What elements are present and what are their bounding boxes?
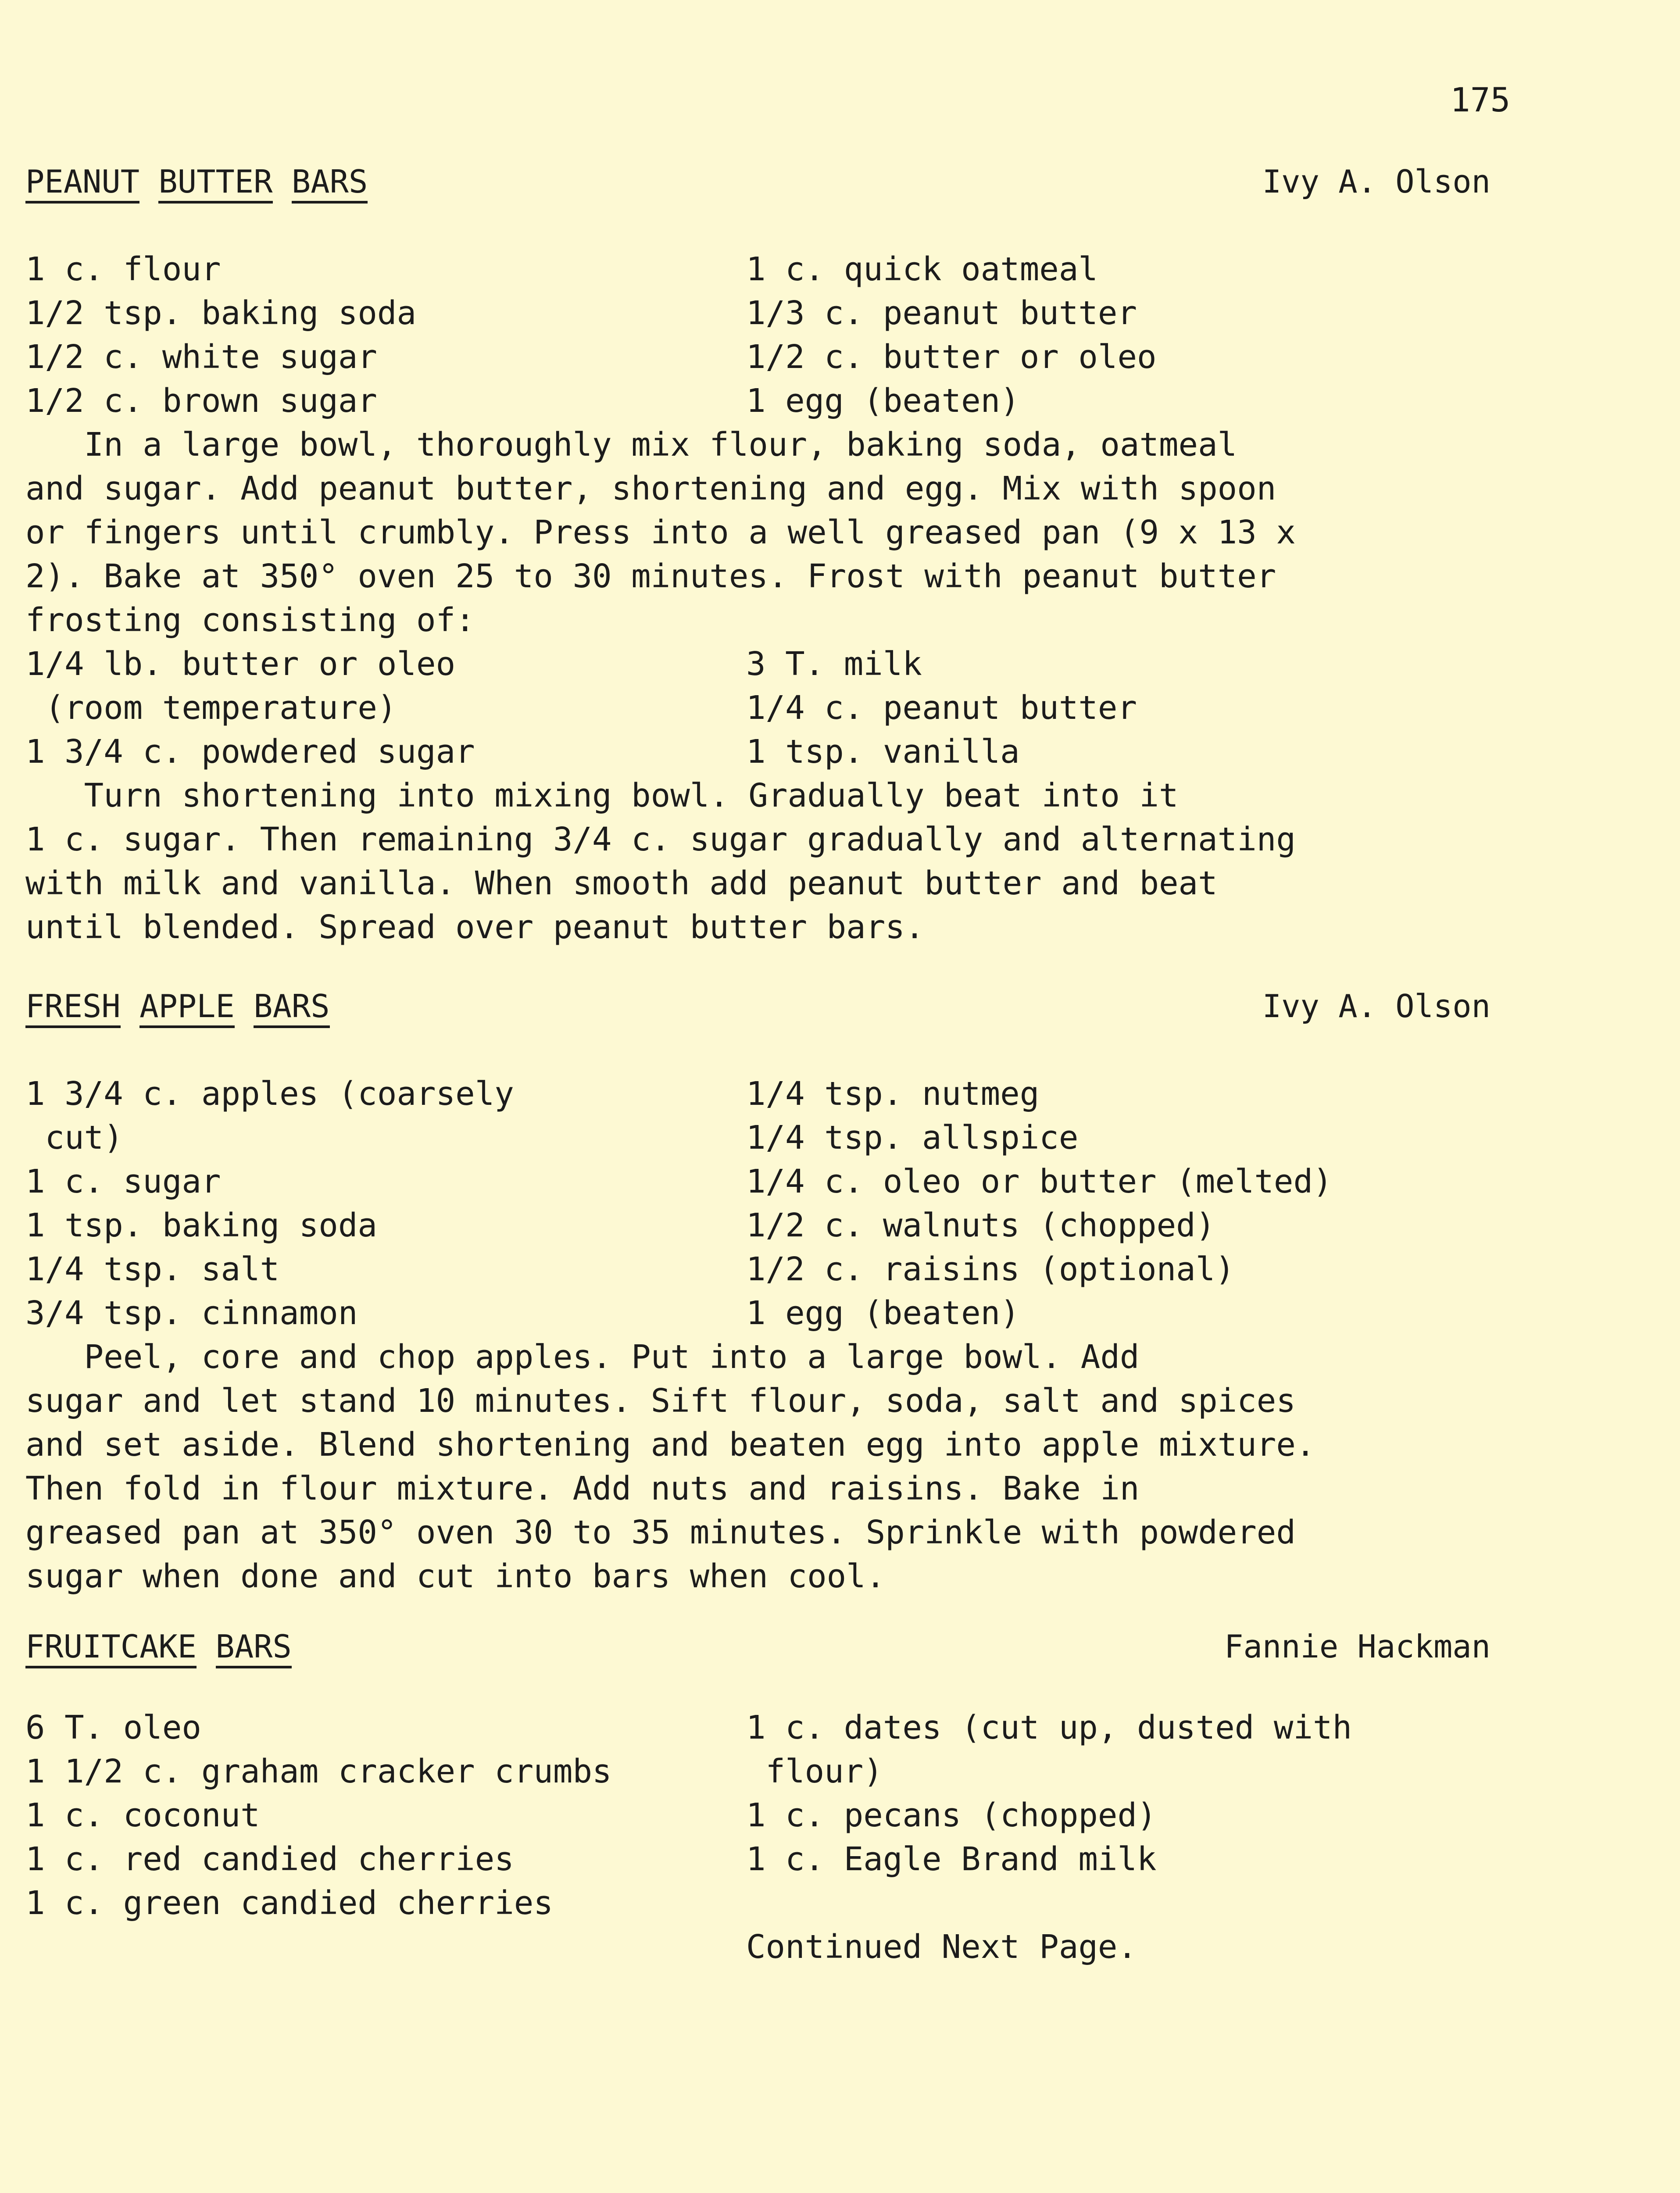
method-line: sugar and let stand 10 minutes. Sift flour, soda, salt and spices bbox=[25, 1382, 1296, 1420]
ingredient: 6 T. oleo bbox=[25, 1709, 201, 1747]
ingredient-row bbox=[25, 1881, 1491, 1925]
ingredient: 1 c. dates (cut up, dusted with bbox=[746, 1709, 1352, 1747]
ingredient-row bbox=[25, 1247, 1491, 1291]
recipe-author: Ivy A. Olson bbox=[1262, 163, 1491, 200]
recipe-fresh-apple-bars bbox=[25, 984, 1491, 1598]
ingredient: 3/4 tsp. cinnamon bbox=[25, 1294, 358, 1332]
recipe-header bbox=[25, 984, 1491, 1028]
ingredient: 1 3/4 c. apples (coarsely bbox=[25, 1075, 514, 1113]
method-line: sugar when done and cut into bars when cool. bbox=[25, 1557, 886, 1595]
page-number: 175 bbox=[1450, 80, 1511, 119]
method-line: In a large bowl, thoroughly mix flour, baking soda, oatmeal bbox=[25, 426, 1237, 464]
ingredient: 1/4 tsp. salt bbox=[25, 1250, 280, 1288]
recipe-header bbox=[25, 160, 1491, 204]
ingredient: 1/2 c. butter or oleo bbox=[746, 338, 1157, 376]
ingredient-row bbox=[25, 335, 1491, 379]
continued-note: Continued Next Page. bbox=[746, 1928, 1137, 1966]
title-word: FRUITCAKE bbox=[25, 1628, 197, 1668]
ingredient-row bbox=[25, 1160, 1491, 1204]
ingredient: 1 c. pecans (chopped) bbox=[746, 1797, 1157, 1834]
method-line: Peel, core and chop apples. Put into a large bowl. Add bbox=[25, 1338, 1140, 1376]
ingredient: 1 3/4 c. powdered sugar bbox=[25, 733, 475, 771]
method-line: Turn shortening into mixing bowl. Gradually beat into it bbox=[25, 777, 1179, 814]
method-line: until blended. Spread over peanut butter bars. bbox=[25, 908, 925, 946]
title-word: FRESH bbox=[25, 988, 121, 1028]
title-word: BARS bbox=[292, 163, 368, 204]
ingredient-row bbox=[25, 247, 1491, 291]
ingredient: 1 c. quick oatmeal bbox=[746, 250, 1098, 288]
method-line: 1 c. sugar. Then remaining 3/4 c. sugar gradually and alternating bbox=[25, 821, 1296, 858]
ingredient-row bbox=[25, 1116, 1491, 1160]
ingredient: 1/4 tsp. nutmeg bbox=[746, 1075, 1040, 1113]
ingredient: (room temperature) bbox=[25, 689, 397, 727]
ingredient-row bbox=[25, 1793, 1491, 1837]
ingredient-row bbox=[25, 730, 1491, 774]
ingredient-row bbox=[25, 379, 1491, 423]
recipe-author: Ivy A. Olson bbox=[1262, 988, 1491, 1025]
recipe-author: Fannie Hackman bbox=[1224, 1628, 1491, 1665]
method-line: and sugar. Add peanut butter, shortening and egg. Mix with spoon bbox=[25, 470, 1276, 507]
ingredient: 1 c. red candied cherries bbox=[25, 1840, 514, 1878]
recipe-fruitcake-bars bbox=[25, 1625, 1491, 1966]
ingredient: 1 tsp. vanilla bbox=[746, 733, 1020, 771]
ingredient: 1/2 c. brown sugar bbox=[25, 382, 377, 420]
method-line: with milk and vanilla. When smooth add peanut butter and beat bbox=[25, 864, 1218, 902]
ingredient: 1/2 c. raisins (optional) bbox=[746, 1250, 1235, 1288]
recipe-title bbox=[25, 1625, 292, 1668]
ingredient-row bbox=[25, 1706, 1491, 1750]
title-word: BARS bbox=[216, 1628, 292, 1668]
ingredient: 1 c. sugar bbox=[25, 1163, 221, 1200]
ingredient-row bbox=[25, 686, 1491, 730]
method-line: and set aside. Blend shortening and beaten egg into apple mixture. bbox=[25, 1426, 1315, 1464]
ingredient: 1/2 c. white sugar bbox=[25, 338, 377, 376]
ingredient: cut) bbox=[25, 1119, 123, 1157]
ingredient: 1/4 c. peanut butter bbox=[746, 689, 1137, 727]
ingredient-row bbox=[25, 642, 1491, 686]
title-word: BUTTER bbox=[158, 163, 272, 204]
ingredient-row bbox=[25, 1837, 1491, 1881]
ingredient: 1/4 tsp. allspice bbox=[746, 1119, 1079, 1157]
title-word: PEANUT bbox=[25, 163, 139, 204]
ingredient: 1 egg (beaten) bbox=[746, 1294, 1020, 1332]
recipe-title bbox=[25, 984, 330, 1028]
recipe-title bbox=[25, 160, 368, 204]
ingredient: 1/3 c. peanut butter bbox=[746, 294, 1137, 332]
method-line: or fingers until crumbly. Press into a well greased pan (9 x 13 x bbox=[25, 514, 1296, 551]
method-line: 2). Bake at 350° oven 25 to 30 minutes. Frost with peanut butter bbox=[25, 557, 1276, 595]
ingredient: 1 1/2 c. graham cracker crumbs bbox=[25, 1753, 612, 1790]
method-line: frosting consisting of: bbox=[25, 601, 475, 639]
ingredient: 1/4 c. oleo or butter (melted) bbox=[746, 1163, 1333, 1200]
ingredient: 3 T. milk bbox=[746, 645, 922, 683]
ingredient: 1 c. flour bbox=[25, 250, 221, 288]
ingredient: 1/4 lb. butter or oleo bbox=[25, 645, 456, 683]
ingredient: 1/2 tsp. baking soda bbox=[25, 294, 417, 332]
ingredient: 1 c. coconut bbox=[25, 1797, 260, 1834]
title-word: BARS bbox=[254, 988, 329, 1028]
method-line: greased pan at 350° oven 30 to 35 minutes. Sprinkle with powdered bbox=[25, 1514, 1296, 1551]
recipe-header bbox=[25, 1625, 1491, 1668]
method-line: Then fold in flour mixture. Add nuts and raisins. Bake in bbox=[25, 1470, 1140, 1507]
ingredient-row bbox=[25, 1204, 1491, 1247]
ingredient-row bbox=[25, 1750, 1491, 1793]
ingredient: 1 c. green candied cherries bbox=[25, 1884, 553, 1922]
ingredient: 1 c. Eagle Brand milk bbox=[746, 1840, 1157, 1878]
recipe-peanut-butter-bars bbox=[25, 160, 1491, 949]
ingredient: 1 egg (beaten) bbox=[746, 382, 1020, 420]
ingredient-row bbox=[25, 1072, 1491, 1116]
ingredient: 1 tsp. baking soda bbox=[25, 1207, 377, 1244]
ingredient: flour) bbox=[746, 1753, 883, 1790]
ingredient-row bbox=[25, 1291, 1491, 1335]
ingredient: 1/2 c. walnuts (chopped) bbox=[746, 1207, 1215, 1244]
ingredient-row bbox=[25, 291, 1491, 335]
title-word: APPLE bbox=[139, 988, 235, 1028]
